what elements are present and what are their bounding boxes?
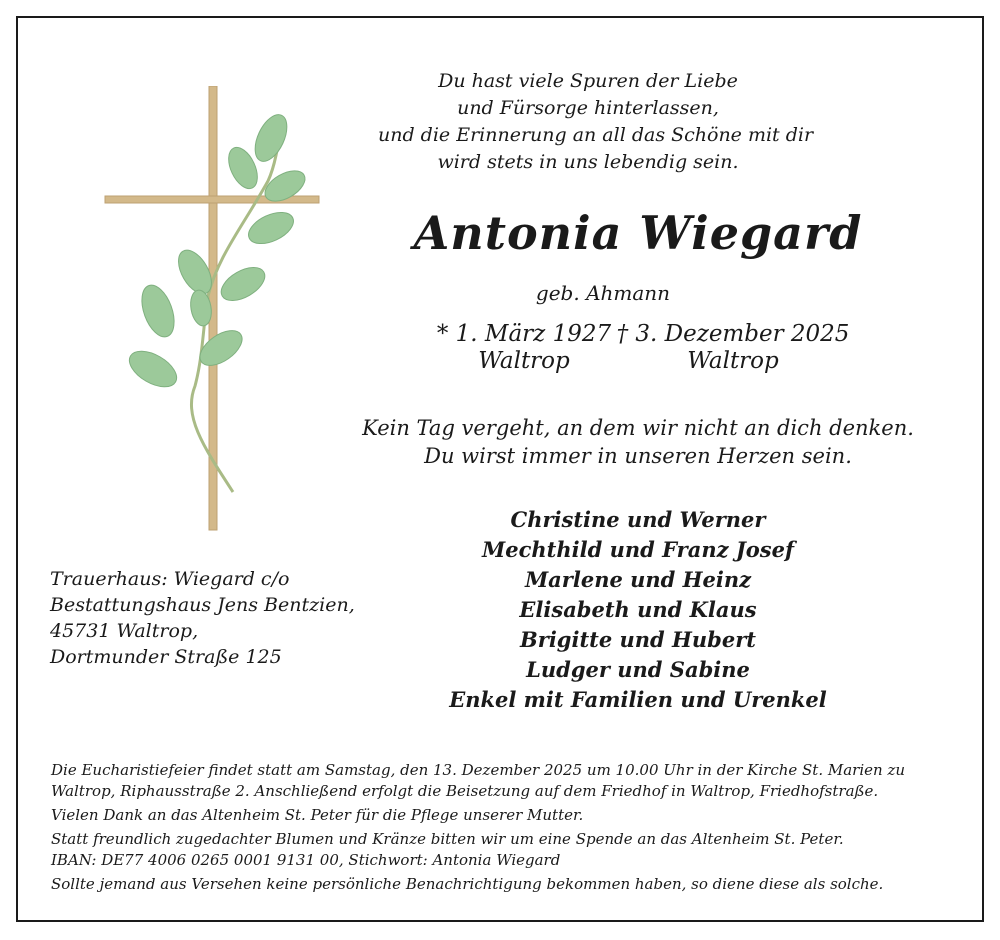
quote-line: Kein Tag vergeht, an dem wir nicht an dich denken. [362, 416, 914, 440]
family-member: Ludger und Sabine [526, 657, 750, 682]
address-line: Bestattungshaus Jens Bentzien, [50, 594, 355, 616]
poem-line: wird stets in uns lebendig sein. [437, 151, 739, 173]
family-member: Elisabeth und Klaus [519, 597, 757, 622]
iban-line: IBAN: DE77 4006 0265 0001 9131 00, Stichwort: Antonia Wiegard [51, 851, 561, 869]
family-list [388, 505, 888, 715]
donation-line: Statt freundlich zugedachter Blumen und Kränze bitten wir um eine Spende an das Altenheim St. Peter. [51, 830, 844, 848]
thanks-line: Vielen Dank an das Altenheim St. Peter für die Pflege unserer Mutter. [51, 806, 584, 824]
death-date: † 3. Dezember 2025 [616, 321, 850, 347]
donation-note [51, 829, 981, 871]
poem-line: und die Erinnerung an all das Schöne mit dir [378, 124, 814, 146]
apology-line: Sollte jemand aus Versehen keine persönliche Benachrichtigung bekommen haben, so diene diese als solche. [51, 875, 884, 893]
service-line: Die Eucharistiefeier findet statt am Samstag, den 13. Dezember 2025 um 10.00 Uhr in der Kirche St. Marien zu [51, 761, 906, 779]
service-note [51, 760, 981, 802]
poem [378, 68, 814, 176]
death-info [603, 321, 863, 375]
address-line: Dortmunder Straße 125 [50, 646, 282, 668]
deceased-name: Antonia Wiegard [413, 206, 863, 260]
service-line: Waltrop, Riphausstraße 2. Anschließend erfolgt die Beisetzung auf dem Friedhof in Waltrop, Friedhofstraße. [51, 782, 879, 800]
family-member: Enkel mit Familien und Urenkel [449, 687, 827, 712]
family-member: Marlene und Heinz [524, 567, 752, 592]
death-place: Waltrop [687, 348, 779, 374]
birth-place: Waltrop [478, 348, 570, 374]
family-member: Christine und Werner [510, 507, 766, 532]
funeral-notes [51, 760, 981, 898]
birth-date: * 1. März 1927 [436, 321, 612, 347]
poem-line: und Fürsorge hinterlassen, [457, 97, 719, 119]
address-line: Trauerhaus: Wiegard c/o [50, 568, 290, 590]
maiden-name: geb. Ahmann [535, 281, 671, 305]
memorial-quote [328, 414, 948, 470]
family-member: Brigitte und Hubert [520, 627, 756, 652]
trauerhaus-address [50, 566, 370, 670]
cross-with-eucalyptus-branch-icon [103, 86, 323, 536]
poem-line: Du hast viele Spuren der Liebe [438, 70, 738, 92]
quote-line: Du wirst immer in unseren Herzen sein. [424, 444, 852, 468]
family-member: Mechthild und Franz Josef [482, 537, 794, 562]
thanks-note [51, 805, 981, 826]
apology-note [51, 874, 981, 895]
address-line: 45731 Waltrop, [50, 620, 199, 642]
obituary-frame [16, 16, 984, 922]
